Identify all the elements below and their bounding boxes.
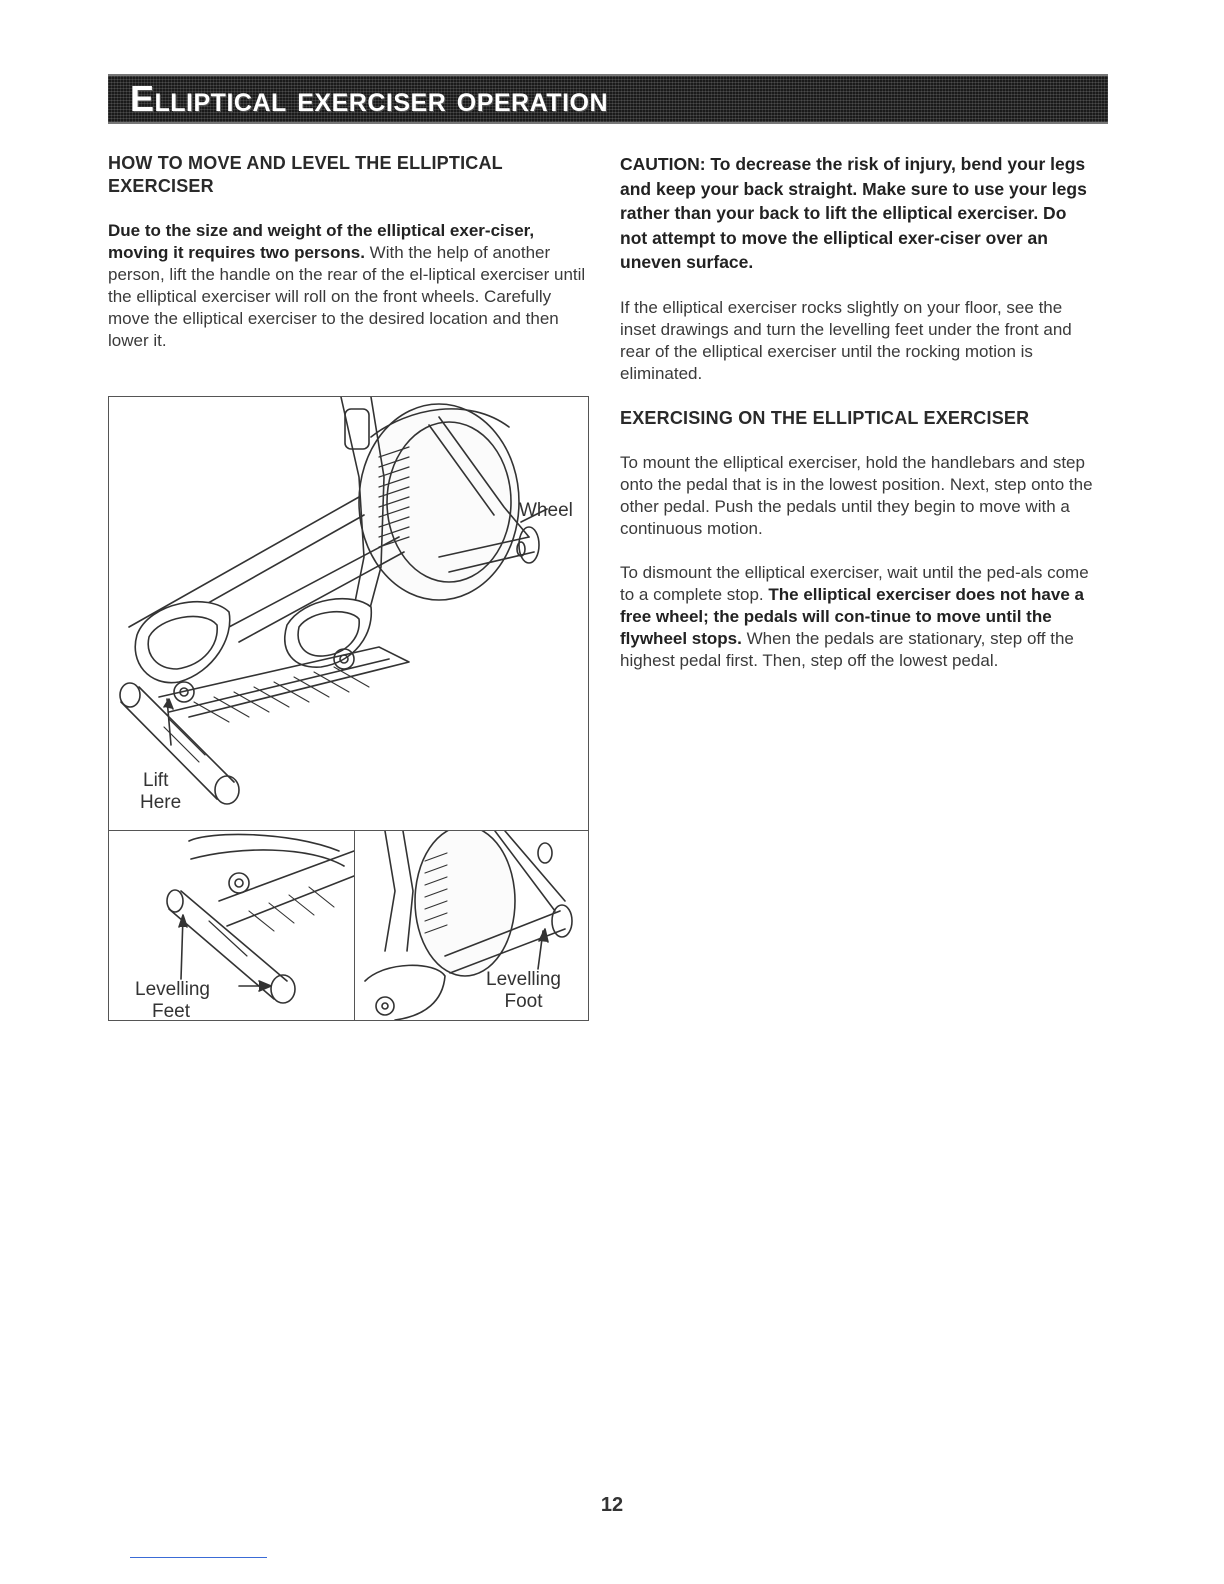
foot-label-line1: Levelling xyxy=(486,969,561,990)
move-instructions xyxy=(108,220,586,352)
front-levelling-inset xyxy=(354,830,589,1021)
mount-instructions: To mount the elliptical exerciser, hold the handlebars and step onto the pedal that is in the lowest position. Next, step onto the other pedal. Push the pedals until they begin to move with a continuous motion. xyxy=(620,452,1093,538)
levelling-foot-label xyxy=(486,969,561,1013)
lift-here-label xyxy=(140,770,181,814)
left-column xyxy=(108,152,586,374)
move-level-heading: HOW TO MOVE AND LEVEL THE ELLIPTICAL EXERCISER xyxy=(108,153,503,196)
feet-label-line1: Levelling xyxy=(135,979,210,1000)
lift-label-line2: Here xyxy=(140,792,182,813)
leveling-instructions: If the elliptical exerciser rocks slightly on your floor, see the inset drawings and turn the levelling feet under the front and rear of the elliptical exerciser until the rocking motion is eliminated. xyxy=(620,297,1072,383)
levelling-feet-label xyxy=(135,979,210,1021)
lift-label-line1: Lift xyxy=(143,770,169,791)
section-banner xyxy=(108,74,1108,124)
freewheel-warning: The elliptical exerciser does not have a free wheel; the pedals will con-tinue to move until the flywheel stops. xyxy=(620,584,1084,648)
right-column xyxy=(620,152,1098,694)
footer-rule xyxy=(130,1557,267,1558)
rear-levelling-inset xyxy=(108,830,356,1021)
dismount-instructions xyxy=(620,562,1098,672)
move-steps: With the help of another person, lift the handle on the rear of the el-liptical exerciser until the elliptical exerciser will roll on the front wheels. Carefully move the elliptical exerciser to the desired location and then lower it. xyxy=(108,243,586,350)
feet-label-line2: Feet xyxy=(152,1001,191,1021)
caution-note: CAUTION: To decrease the risk of injury, bend your legs and keep your back straight. Make sure to use your legs rather than your back to lift the elliptical exerciser. Do not attempt to move the elliptical exer-ciser over an uneven surface. xyxy=(620,154,1087,272)
elliptical-drawing xyxy=(109,397,588,831)
exercising-heading: EXERCISING ON THE ELLIPTICAL EXERCISER xyxy=(620,407,1030,428)
move-warning: Due to the size and weight of the elliptical exer-ciser, moving it requires two persons. xyxy=(108,221,535,262)
page-number: 12 xyxy=(600,1494,624,1516)
section-title: Elliptical exerciser operation xyxy=(130,78,609,119)
dismount-end: When the pedals are stationary, step off the highest pedal first. Then, step off the lowest pedal. xyxy=(620,628,1074,670)
wheel-label: Wheel xyxy=(519,500,573,521)
elliptical-illustration xyxy=(108,396,589,832)
dismount-start: To dismount the elliptical exerciser, wait until the ped-als come to a complete stop. xyxy=(620,562,1089,604)
foot-label-line2: Foot xyxy=(504,991,543,1012)
